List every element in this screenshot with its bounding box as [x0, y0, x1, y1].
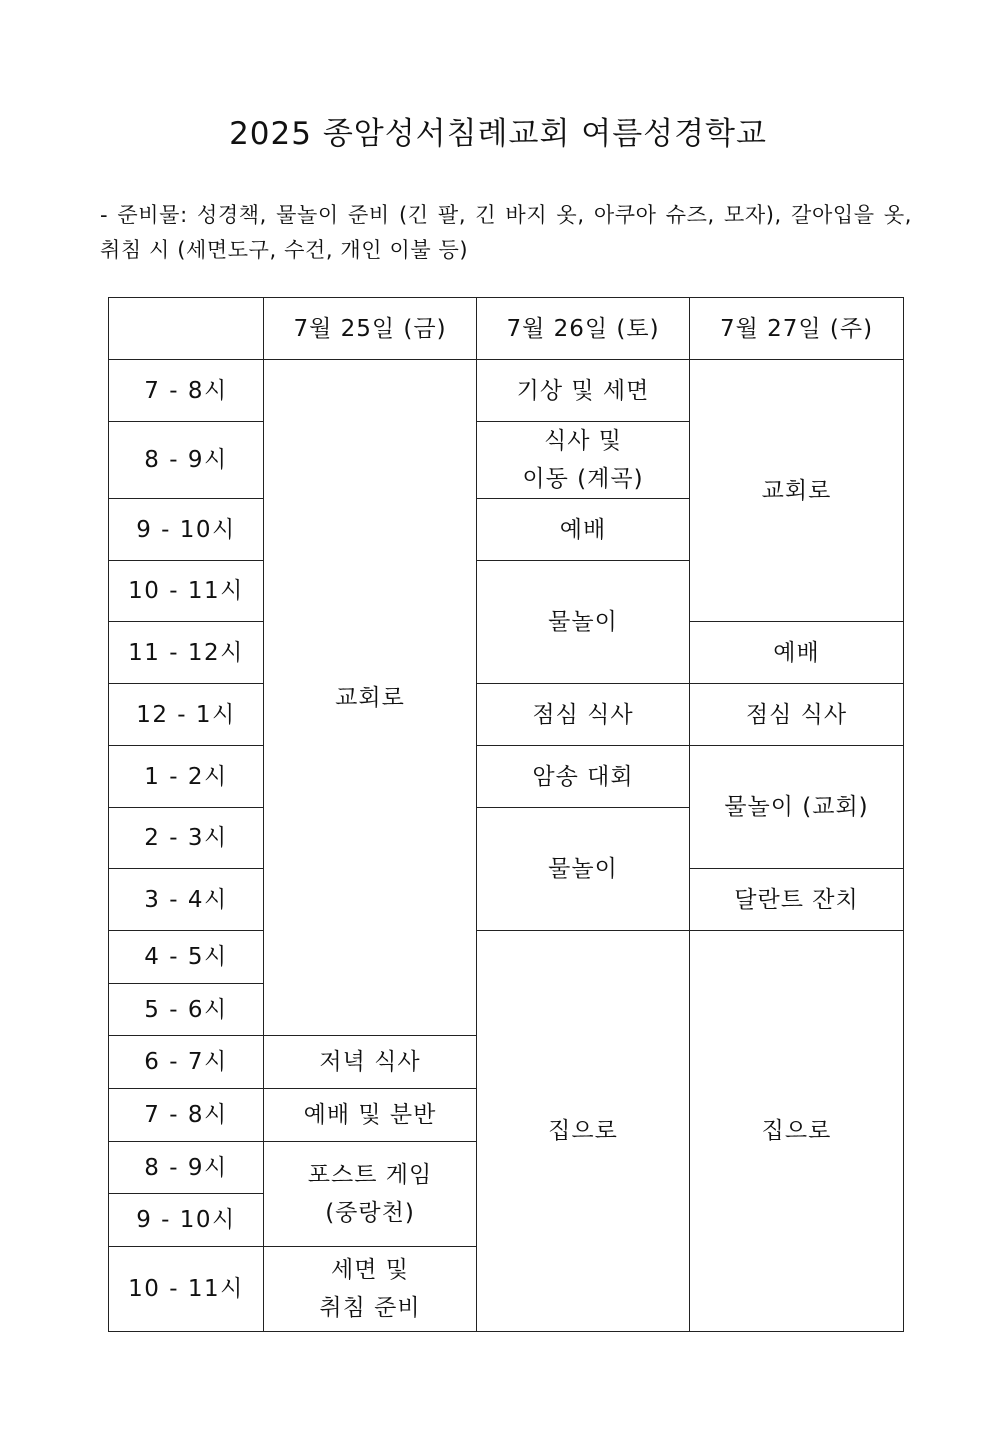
- sat-home-cell: 집으로: [477, 931, 690, 1332]
- time-cell: 12 - 1시: [109, 684, 264, 746]
- time-cell: 10 - 11시: [109, 561, 264, 622]
- header-fri: 7월 25일 (금): [264, 298, 477, 360]
- fri-post-game-cell: [264, 1142, 477, 1247]
- time-cell: 1 - 2시: [109, 746, 264, 808]
- time-cell: 9 - 10시: [109, 499, 264, 561]
- fri-wash-line2: 취침 준비: [319, 1295, 421, 1321]
- fri-post-game-line1: 포스트 게임: [307, 1162, 433, 1188]
- fri-post-game-line2: (중랑천): [325, 1200, 415, 1226]
- time-cell: 7 - 8시: [109, 360, 264, 422]
- sun-talent-party-cell: 달란트 잔치: [690, 869, 904, 931]
- sat-lunch-cell: 점심 식사: [477, 684, 690, 746]
- sun-home-cell: 집으로: [690, 931, 904, 1332]
- time-cell: 5 - 6시: [109, 984, 264, 1036]
- header-row: [109, 298, 904, 360]
- schedule-table: [108, 297, 904, 1332]
- table-row: [109, 746, 904, 808]
- fri-wash-line1: 세면 및: [331, 1257, 409, 1283]
- header-sat: 7월 26일 (토): [477, 298, 690, 360]
- time-cell: 9 - 10시: [109, 1194, 264, 1247]
- sat-meal-move-line1: 식사 및: [544, 428, 622, 454]
- sat-recitation-cell: 암송 대회: [477, 746, 690, 808]
- document-title: 2025 종암성서침례교회 여름성경학교: [229, 116, 767, 152]
- sun-worship-cell: 예배: [690, 622, 904, 684]
- sat-wake-cell: 기상 및 세면: [477, 360, 690, 422]
- sat-meal-move-cell: [477, 422, 690, 499]
- sat-water-play-2-cell: 물놀이: [477, 808, 690, 931]
- fri-dinner-cell: 저녁 식사: [264, 1036, 477, 1089]
- table-row: [109, 684, 904, 746]
- time-cell: 7 - 8시: [109, 1089, 264, 1142]
- sun-church-cell: 교회로: [690, 360, 904, 622]
- sun-lunch-cell: 점심 식사: [690, 684, 904, 746]
- table-row: [109, 360, 904, 422]
- supplies-note: - 준비물: 성경책, 물놀이 준비 (긴 팔, 긴 바지 옷, 아쿠아 슈즈, 모자), 갈아입을 옷, 취침 시 (세면도구, 수건, 개인 이불 등): [100, 203, 912, 262]
- sat-worship-cell: 예배: [477, 499, 690, 561]
- sat-meal-move-line2: 이동 (계곡): [522, 466, 644, 492]
- time-cell: 2 - 3시: [109, 808, 264, 869]
- table-row: [109, 931, 904, 984]
- fri-worship-cell: 예배 및 분반: [264, 1089, 477, 1142]
- fri-church-cell: 교회로: [264, 360, 477, 1036]
- header-sun: 7월 27일 (주): [690, 298, 904, 360]
- sun-water-play-cell: 물놀이 (교회): [690, 746, 904, 869]
- time-cell: 6 - 7시: [109, 1036, 264, 1089]
- time-cell: 3 - 4시: [109, 869, 264, 931]
- time-cell: 10 - 11시: [109, 1247, 264, 1332]
- header-empty-cell: [109, 298, 264, 360]
- sat-water-play-cell: 물놀이: [477, 561, 690, 684]
- fri-wash-cell: [264, 1247, 477, 1332]
- time-cell: 4 - 5시: [109, 931, 264, 984]
- time-cell: 8 - 9시: [109, 422, 264, 499]
- time-cell: 8 - 9시: [109, 1142, 264, 1194]
- time-cell: 11 - 12시: [109, 622, 264, 684]
